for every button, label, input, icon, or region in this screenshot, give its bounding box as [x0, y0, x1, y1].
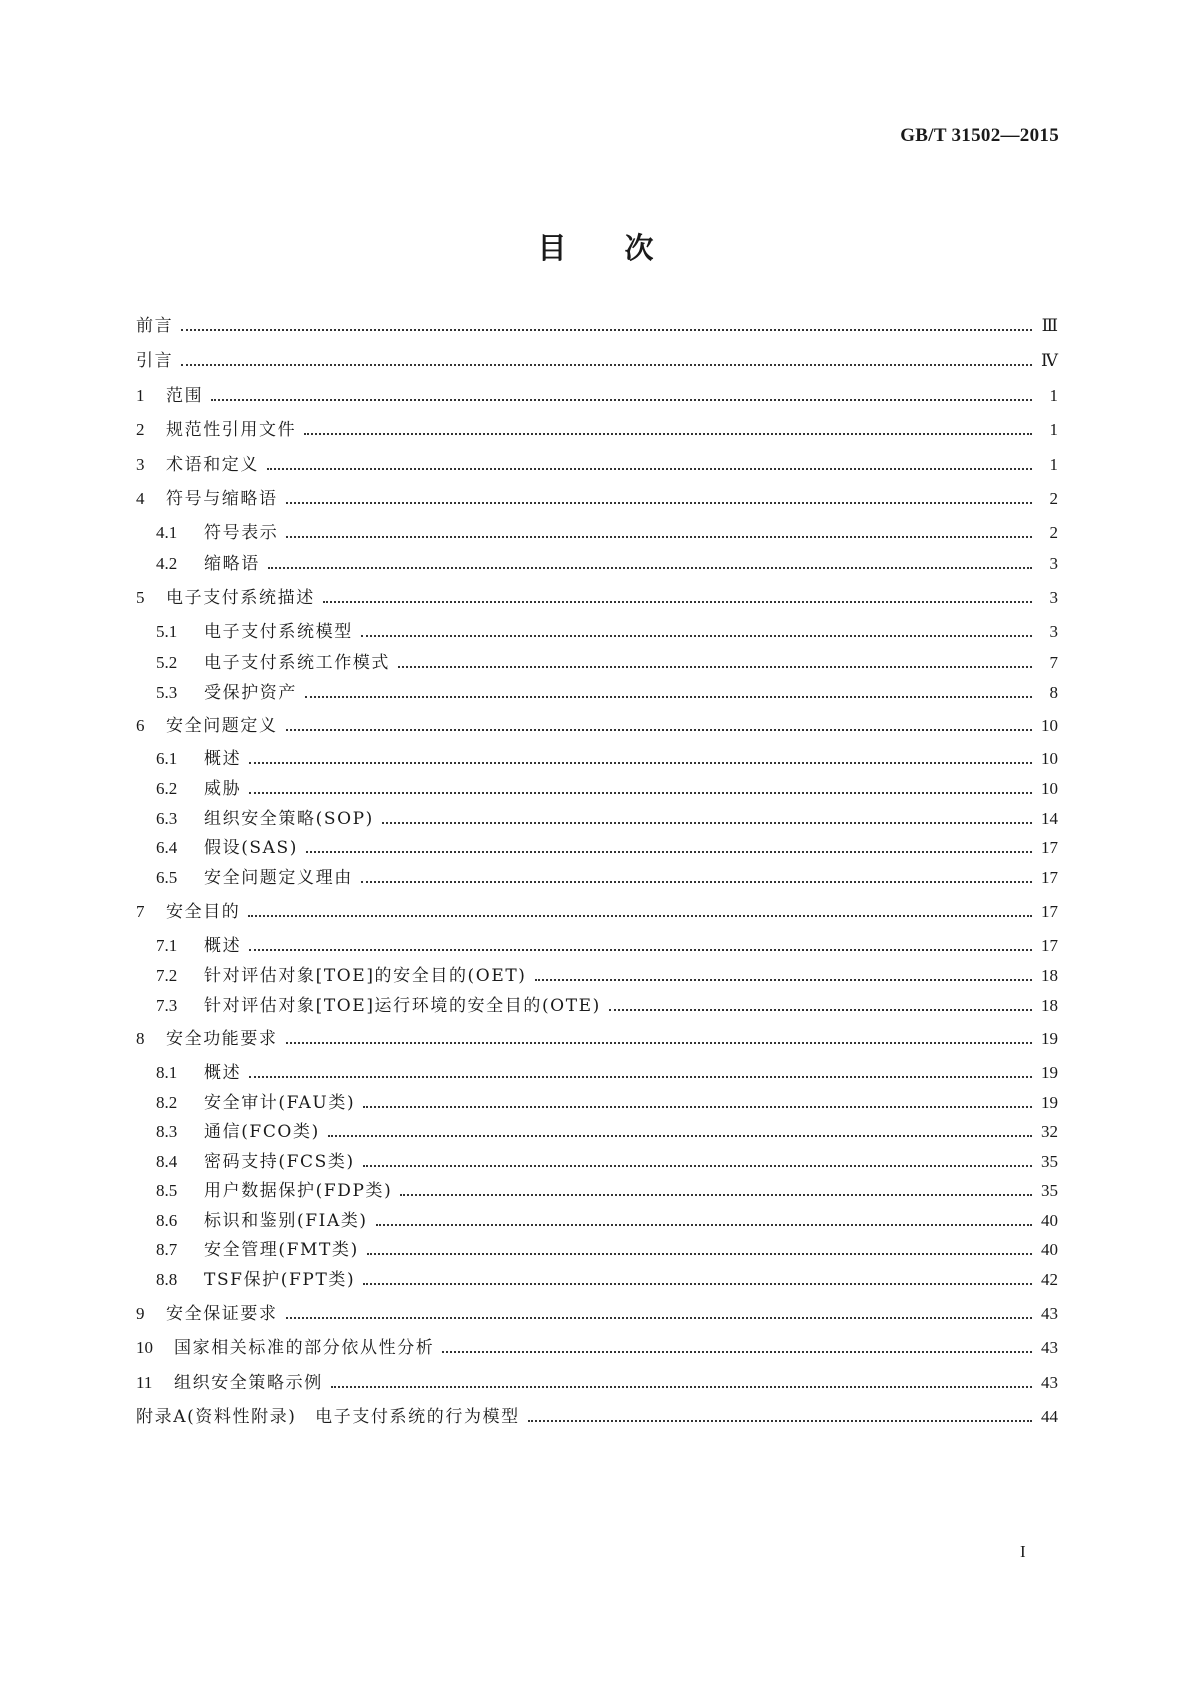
toc-entry-page: 40: [1041, 1211, 1058, 1230]
toc-dot-leader: [267, 468, 1032, 470]
toc-entry-number: 10: [136, 1338, 153, 1357]
toc-dot-leader: [248, 915, 1032, 917]
toc-entry[interactable]: [156, 773, 1058, 799]
toc-entry-title: 安全问题定义: [166, 716, 278, 736]
toc-entry-title: 针对评估对象[TOE]运行环境的安全目的(OTE): [204, 996, 601, 1016]
toc-entry-number: 6.5: [156, 868, 178, 887]
toc-entry-title: 针对评估对象[TOE]的安全目的(OET): [204, 966, 527, 986]
toc-entry-number: 6.3: [156, 809, 178, 828]
toc-entry-title: TSF保护(FPT类): [204, 1270, 356, 1290]
toc-entry-number: 1: [136, 386, 145, 405]
toc-entry-page: 10: [1041, 749, 1058, 768]
toc-entry[interactable]: [136, 896, 1058, 922]
toc-entry-page: 17: [1041, 838, 1058, 857]
toc-entry-title: 组织安全策略(SOP): [204, 809, 374, 829]
toc-entry-title: 安全保证要求: [166, 1304, 278, 1324]
toc-entry[interactable]: [156, 803, 1058, 829]
toc-dot-leader: [249, 1076, 1032, 1078]
toc-entry-page: Ⅳ: [1041, 351, 1058, 370]
toc-entry[interactable]: [156, 616, 1058, 642]
toc-entry[interactable]: [156, 517, 1058, 543]
toc-entry-number: 8.1: [156, 1063, 178, 1082]
toc-entry[interactable]: [156, 743, 1058, 769]
toc-dot-leader: [211, 399, 1032, 401]
toc-dot-leader: [249, 762, 1032, 764]
toc-entry-title: 安全审计(FAU类): [204, 1093, 356, 1113]
toc-entry-number: 8.4: [156, 1152, 178, 1171]
toc-dot-leader: [363, 1106, 1032, 1108]
toc-entry[interactable]: [156, 1146, 1058, 1172]
toc-dot-leader: [442, 1351, 1032, 1353]
toc-dot-leader: [286, 1317, 1032, 1319]
toc-dot-leader: [363, 1283, 1032, 1285]
toc-entry-number: 5.3: [156, 683, 178, 702]
toc-entry-number: 7: [136, 902, 145, 921]
toc-dot-leader: [286, 1042, 1032, 1044]
toc-entry-page: 14: [1041, 809, 1058, 828]
toc-entry-title: 标识和鉴别(FIA类): [204, 1211, 368, 1231]
toc-entry-number: 4.2: [156, 554, 178, 573]
toc-entry-page: 1: [1049, 420, 1058, 439]
toc-dot-leader: [528, 1420, 1032, 1422]
toc-entry-title: 电子支付系统工作模式: [204, 653, 390, 673]
toc-entry[interactable]: [156, 1087, 1058, 1113]
toc-entry-page: 19: [1041, 1029, 1058, 1048]
toc-entry-title: 规范性引用文件: [166, 420, 297, 440]
toc-entry-number: 2: [136, 420, 145, 439]
toc-entry-page: 43: [1041, 1304, 1058, 1323]
toc-entry-number: 8.7: [156, 1240, 178, 1259]
toc-entry[interactable]: [136, 483, 1058, 509]
standard-code: GB/T 31502—2015: [900, 125, 1059, 146]
toc-entry-page: 17: [1041, 868, 1058, 887]
toc-entry-title: 通信(FCO类): [204, 1122, 320, 1142]
toc-dot-leader: [400, 1194, 1032, 1196]
toc-entry-number: 6.1: [156, 749, 178, 768]
toc-entry-number: 8.3: [156, 1122, 178, 1141]
toc-entry-title: 范围: [166, 386, 204, 406]
toc-entry-number: 7.3: [156, 996, 178, 1015]
toc-entry-number: 9: [136, 1304, 145, 1323]
toc-entry-number: 6: [136, 716, 145, 735]
toc-entry-title: 符号与缩略语: [166, 489, 278, 509]
toc-entry[interactable]: [136, 414, 1058, 440]
page-number: I: [1020, 1542, 1026, 1561]
toc-entry[interactable]: [136, 380, 1058, 406]
toc-entry-number: 6.2: [156, 779, 178, 798]
toc-entry-number: 8.5: [156, 1181, 178, 1200]
toc-dot-leader: [363, 1165, 1032, 1167]
toc-entry-title: 组织安全策略示例: [174, 1373, 323, 1393]
toc-entry[interactable]: [136, 1298, 1058, 1324]
toc-entry-title: 安全管理(FMT类): [204, 1240, 359, 1260]
toc-entry-page: 3: [1049, 588, 1058, 607]
toc-entry-page: 17: [1041, 902, 1058, 921]
toc-entry-page: 40: [1041, 1240, 1058, 1259]
toc-dot-leader: [361, 881, 1032, 883]
toc-entry[interactable]: [156, 1175, 1058, 1201]
toc-entry[interactable]: [156, 677, 1058, 703]
toc-entry[interactable]: [156, 1116, 1058, 1142]
toc-entry-title: 安全功能要求: [166, 1029, 278, 1049]
toc-entry[interactable]: [156, 647, 1058, 673]
toc-entry[interactable]: [136, 710, 1058, 736]
toc-entry[interactable]: [136, 1332, 1058, 1358]
toc-dot-leader: [286, 536, 1032, 538]
toc-entry-number: 5.2: [156, 653, 178, 672]
toc-dot-leader: [382, 822, 1032, 824]
toc-entry[interactable]: [156, 1234, 1058, 1260]
toc-entry[interactable]: [136, 1401, 1058, 1427]
toc-entry-number: 5: [136, 588, 145, 607]
toc-entry-number: 3: [136, 455, 145, 474]
toc-entry-page: 1: [1049, 455, 1058, 474]
toc-dot-leader: [535, 979, 1033, 981]
toc-dot-leader: [376, 1224, 1032, 1226]
toc-entry-number: 8.8: [156, 1270, 178, 1289]
toc-entry-page: 32: [1041, 1122, 1058, 1141]
toc-entry-title: 概述: [204, 749, 242, 769]
toc-entry-page: 10: [1041, 716, 1058, 735]
toc-entry[interactable]: [156, 1057, 1058, 1083]
toc-entry[interactable]: [156, 990, 1058, 1016]
toc-entry[interactable]: [136, 582, 1058, 608]
toc-dot-leader: [305, 696, 1032, 698]
toc-entry-page: 18: [1041, 996, 1058, 1015]
toc-entry-title: 电子支付系统描述: [166, 588, 315, 608]
toc-entry-title: 术语和定义: [166, 455, 259, 475]
toc-dot-leader: [181, 364, 1032, 366]
toc-entry-title: 受保护资产: [204, 683, 297, 703]
toc-entry-page: 44: [1041, 1407, 1058, 1426]
toc-entry[interactable]: [136, 310, 1058, 336]
toc-entry-number: 8: [136, 1029, 145, 1048]
toc-entry-page: 2: [1049, 489, 1058, 508]
toc-dot-leader: [249, 792, 1032, 794]
toc-dot-leader: [268, 567, 1032, 569]
toc-entry-title: 附录A(资料性附录) 电子支付系统的行为模型: [136, 1407, 520, 1427]
toc-entry-page: 7: [1049, 653, 1058, 672]
toc-entry[interactable]: [156, 548, 1058, 574]
toc-entry-title: 密码支持(FCS类): [204, 1152, 355, 1172]
toc-dot-leader: [286, 502, 1032, 504]
toc-entry-page: 3: [1049, 554, 1058, 573]
toc-entry[interactable]: [136, 449, 1058, 475]
toc-entry-page: 42: [1041, 1270, 1058, 1289]
toc-dot-leader: [398, 666, 1032, 668]
toc-dot-leader: [306, 851, 1032, 853]
toc-entry-number: 7.1: [156, 936, 178, 955]
toc-entry-page: 8: [1049, 683, 1058, 702]
toc-entry[interactable]: [156, 1264, 1058, 1290]
toc-entry-page: 35: [1041, 1181, 1058, 1200]
toc-entry-number: 5.1: [156, 622, 178, 641]
toc-entry[interactable]: [136, 345, 1058, 371]
toc-entry-number: 7.2: [156, 966, 178, 985]
toc-entry-title: 前言: [136, 316, 174, 336]
toc-entry-number: 6.4: [156, 838, 178, 857]
toc-title: 目次: [537, 231, 712, 265]
toc-entry-title: 引言: [136, 351, 174, 371]
toc-entry-title: 概述: [204, 936, 242, 956]
toc-entry[interactable]: [156, 930, 1058, 956]
toc-entry-page: 1: [1049, 386, 1058, 405]
toc-entry-title: 电子支付系统模型: [204, 622, 353, 642]
toc-entry-title: 假设(SAS): [204, 838, 299, 858]
toc-entry-number: 4: [136, 489, 145, 508]
toc-entry-title: 国家相关标准的部分依从性分析: [174, 1338, 435, 1358]
toc-dot-leader: [367, 1253, 1032, 1255]
toc-entry-number: 11: [136, 1373, 153, 1392]
toc-dot-leader: [609, 1009, 1032, 1011]
toc-entry-page: 18: [1041, 966, 1058, 985]
toc-entry-page: 35: [1041, 1152, 1058, 1171]
toc-entry-title: 缩略语: [204, 554, 260, 574]
toc-dot-leader: [181, 329, 1032, 331]
toc-entry-page: Ⅲ: [1041, 316, 1058, 335]
toc-entry-page: 19: [1041, 1063, 1058, 1082]
toc-entry-title: 符号表示: [204, 523, 279, 543]
toc-dot-leader: [361, 635, 1032, 637]
toc-dot-leader: [323, 601, 1032, 603]
toc-entry-number: 8.6: [156, 1211, 178, 1230]
toc-entry-page: 2: [1049, 523, 1058, 542]
toc-entry-number: 8.2: [156, 1093, 178, 1112]
toc-entry[interactable]: [156, 1205, 1058, 1231]
toc-dot-leader: [331, 1386, 1032, 1388]
toc-entry[interactable]: [136, 1023, 1058, 1049]
toc-entry[interactable]: [156, 960, 1058, 986]
toc-entry-page: 19: [1041, 1093, 1058, 1112]
toc-dot-leader: [249, 949, 1032, 951]
toc-entry-page: 3: [1049, 622, 1058, 641]
toc-entry-number: 4.1: [156, 523, 178, 542]
toc-entry-title: 安全目的: [166, 902, 241, 922]
toc-entry[interactable]: [156, 832, 1058, 858]
toc-entry-title: 安全问题定义理由: [204, 868, 353, 888]
toc-entry-page: 43: [1041, 1338, 1058, 1357]
toc-entry-title: 威胁: [204, 779, 242, 799]
toc-dot-leader: [286, 729, 1032, 731]
toc-dot-leader: [304, 433, 1032, 435]
toc-entry-title: 用户数据保护(FDP类): [204, 1181, 393, 1201]
toc-entry-page: 10: [1041, 779, 1058, 798]
toc-entry[interactable]: [156, 862, 1058, 888]
toc-entry-page: 43: [1041, 1373, 1058, 1392]
toc-entry-title: 概述: [204, 1063, 242, 1083]
toc-entry[interactable]: [136, 1367, 1058, 1393]
toc-entry-page: 17: [1041, 936, 1058, 955]
toc-dot-leader: [328, 1135, 1032, 1137]
